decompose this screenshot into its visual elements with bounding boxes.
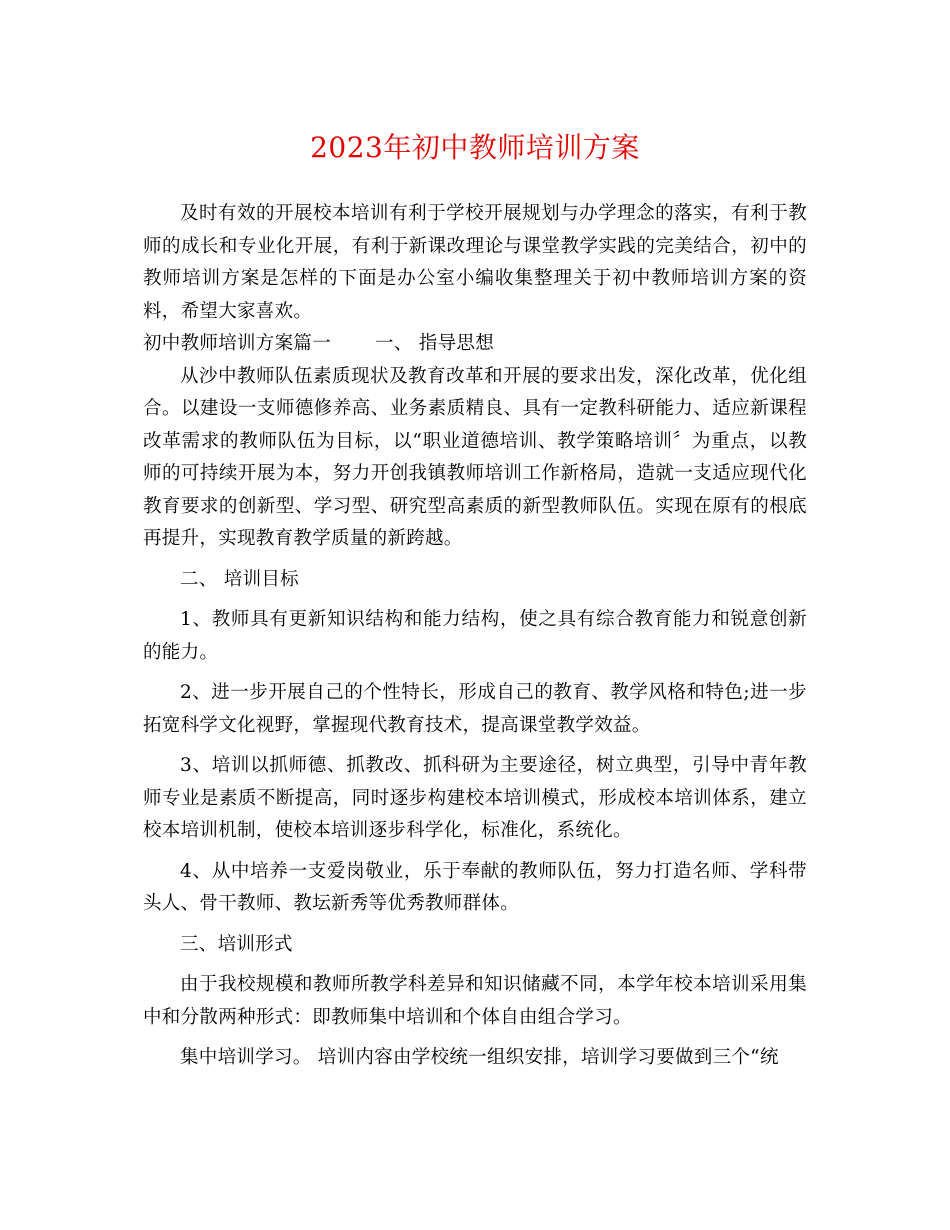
section1-title: 一、 指导思想	[375, 333, 494, 354]
chapter-line	[143, 328, 807, 361]
goal-item: 4、从中培养一支爱岗敬业，乐于奉献的教师队伍，努力打造名师、学科带头人、骨干教师、教坛新秀等优秀教师群体。	[143, 860, 807, 914]
section2-title: 二、 培训目标	[180, 568, 299, 590]
chapter-label: 初中教师培训方案篇一	[143, 333, 332, 354]
goal-item: 2、进一步开展自己的个性特长，形成自己的教育、教学风格和特色;进一步拓宽科学文化视野，掌握现代教育技术，提高课堂教学效益。	[143, 682, 807, 736]
section3-item1: 集中培训学习。 培训内容由学校统一组织安排，培训学习要做到三个“统	[180, 1047, 779, 1068]
section1-body: 从沙中教师队伍素质现状及教育改革和开展的要求出发，深化改革，优化组合。以建设一支师德修养高、业务素质精良、具有一定教科研能力、适应新课程改革需求的教师队伍为目标，以“职业道德培训、教学策略培训〞为重点，以教师的可持续开展为本，努力开创我镇教师培训工作新格局，造就一支适应现代化教育要求的创新型、学习型、研究型高素质的新型教师队伍。实现在原有的根底再提升，实现教育教学质量的新跨越。	[143, 365, 807, 549]
section3-body: 由于我校规模和教师所教学科差异和知识储藏不同，本学年校本培训采用集中和分散两种形式：即教师集中培训和个体自由组合学习。	[143, 974, 807, 1028]
intro-paragraph: 及时有效的开展校本培训有利于学校开展规划与办学理念的落实，有利于教师的成长和专业化开展，有利于新课改理论与课堂教学实践的完美结合，初中的教师培训方案是怎样的下面是办公室小编收集整理关于初中教师培训方案的资料，希望大家喜欢。	[143, 203, 807, 322]
goal-item: 3、培训以抓师德、抓教改、抓科研为主要途径，树立典型，引导中青年教师专业是素质不断提高，同时逐步构建校本培训模式，形成校本培训体系，建立校本培训机制，使校本培训逐步科学化，标准化，系统化。	[143, 755, 807, 841]
document-body	[143, 198, 807, 1075]
section3-title: 三、培训形式	[180, 933, 293, 955]
goal-item: 1、教师具有更新知识结构和能力结构，使之具有综合教育能力和锐意创新的能力。	[143, 609, 807, 663]
document-title: 2023年初中教师培训方案	[310, 131, 640, 164]
